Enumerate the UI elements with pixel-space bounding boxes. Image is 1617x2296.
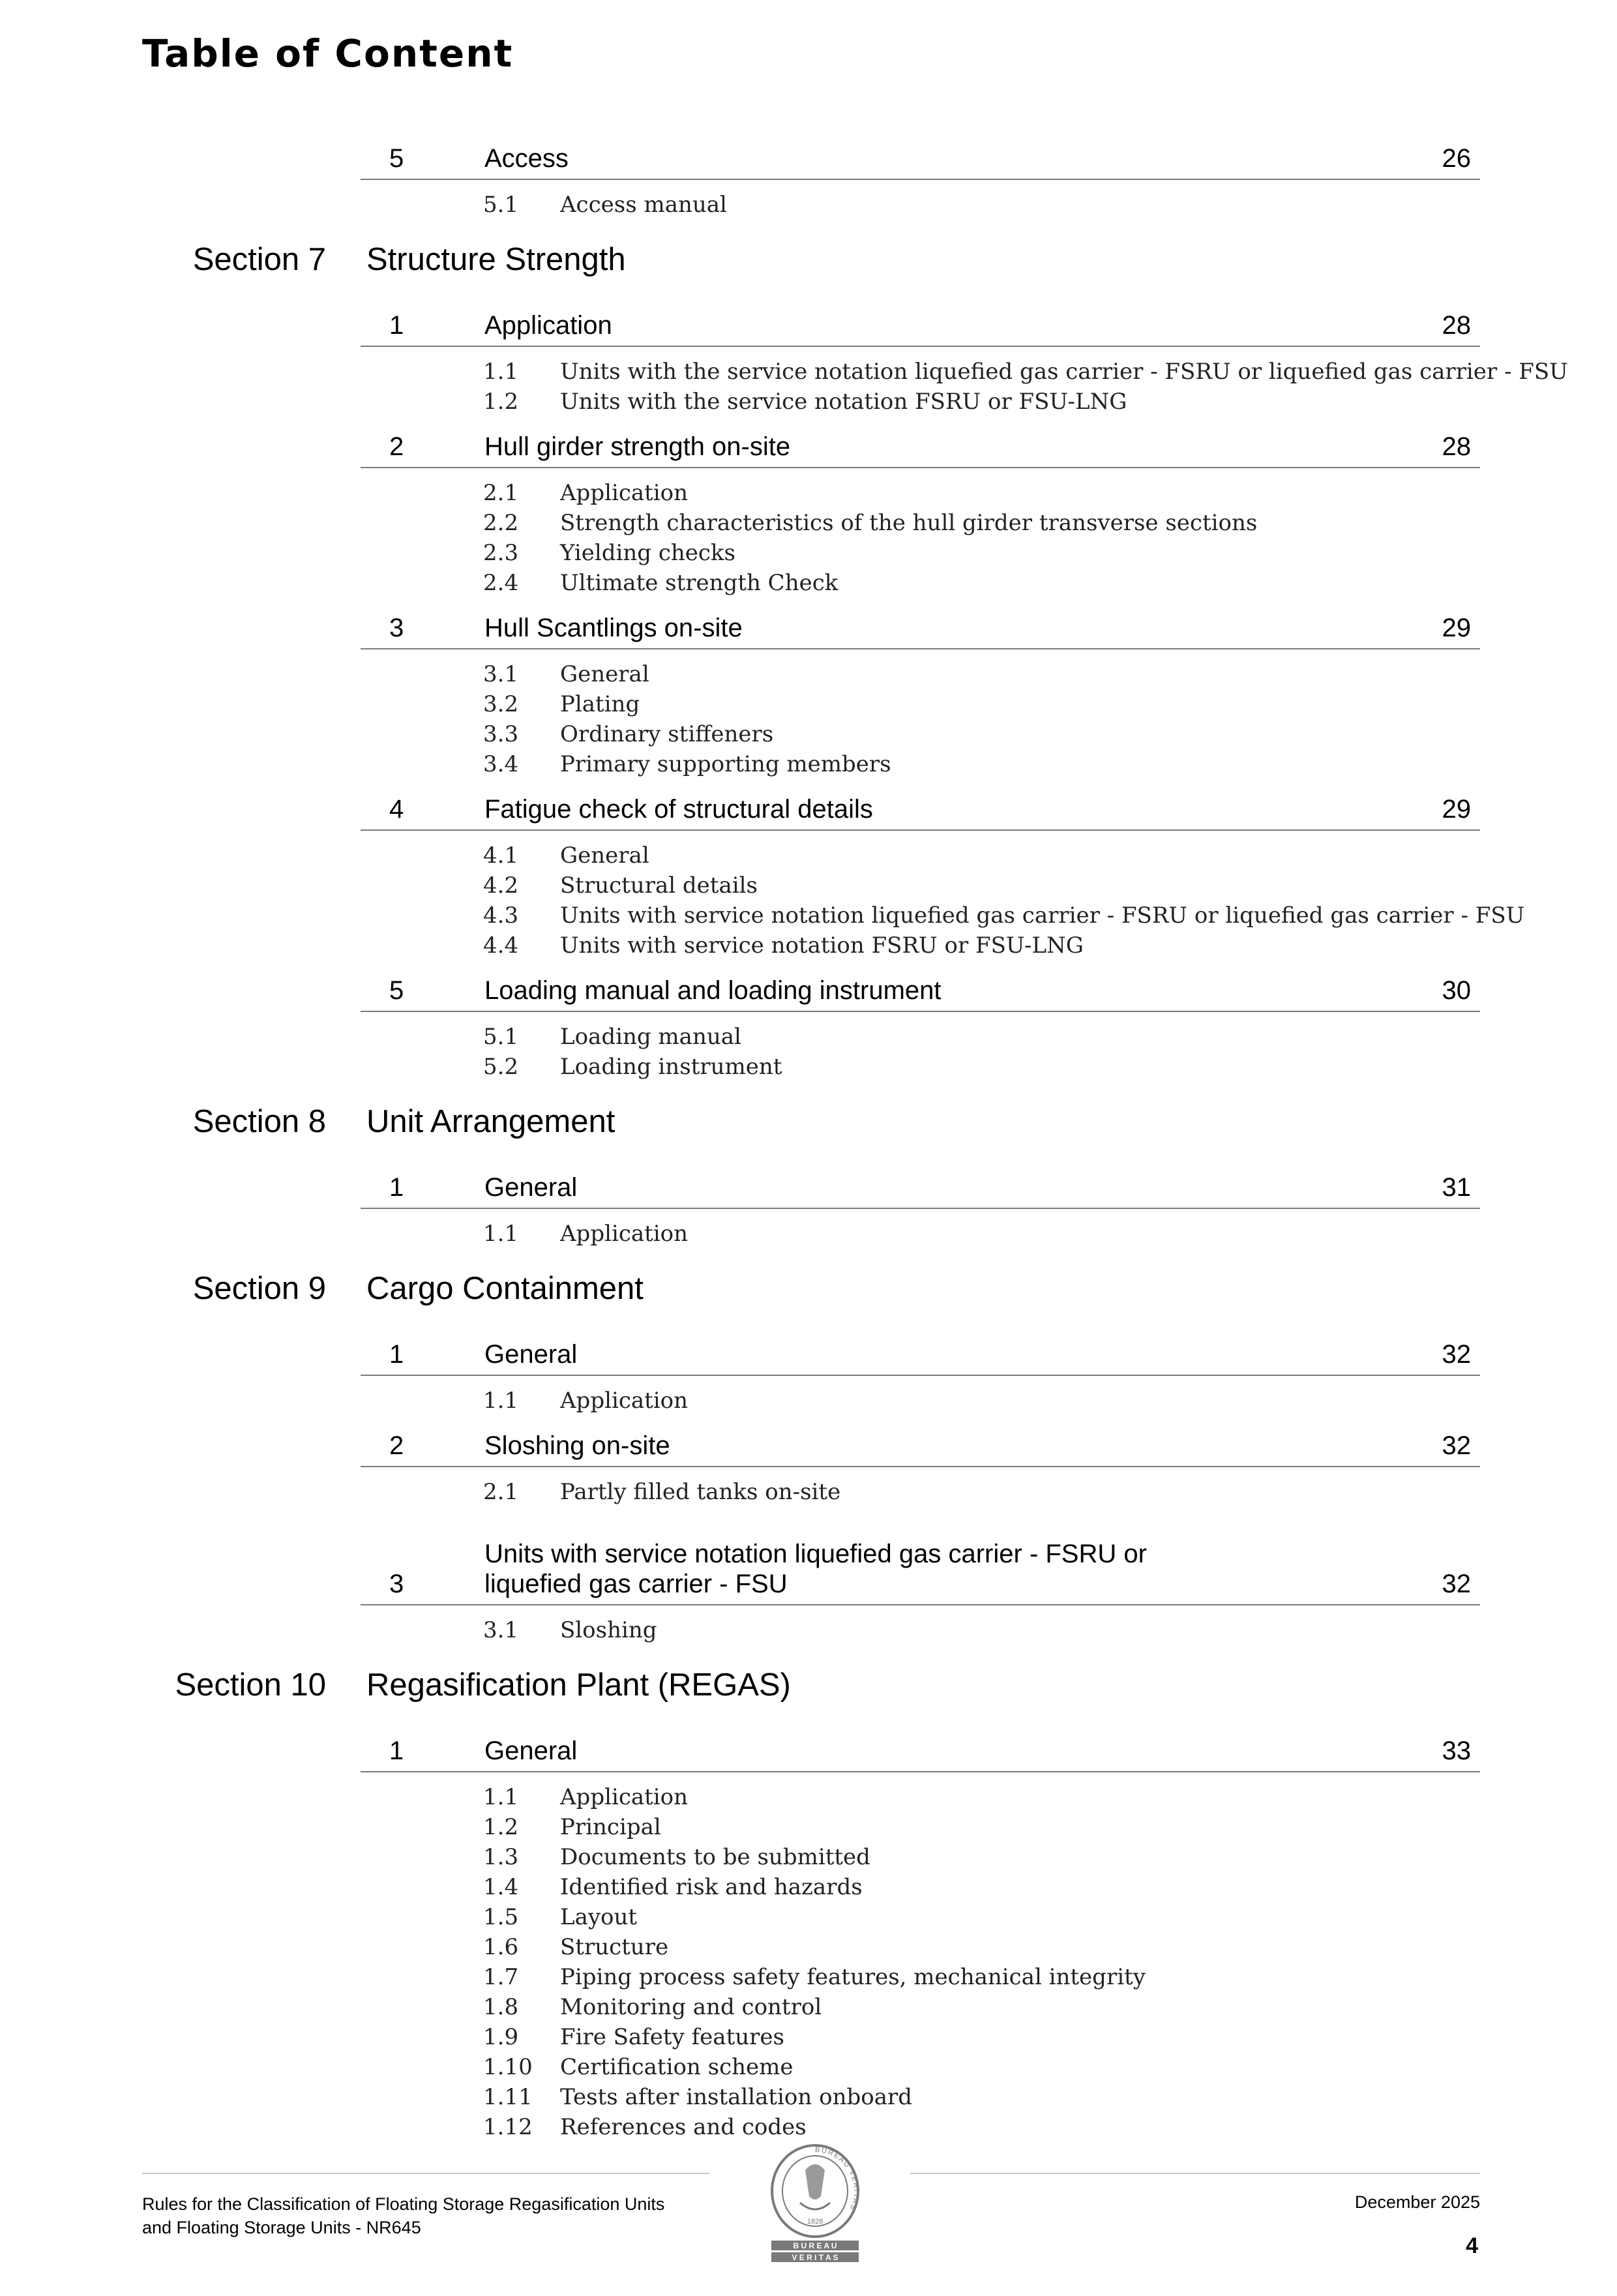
section-label: Section 7: [192, 242, 326, 277]
logo-word-2: V E R I T A S: [792, 2253, 838, 2262]
subarticle-title: Documents to be submitted: [560, 1844, 870, 1870]
subarticle-list: [0, 1376, 1617, 1424]
subarticle-number: 5.2: [483, 1054, 519, 1080]
article-title-line-1: Hull Scantlings on-site: [484, 614, 743, 642]
subarticle-title: Ultimate strength Check: [560, 570, 838, 596]
article-title-line-1: General: [484, 1173, 578, 1202]
subarticle-number: 1.2: [483, 389, 519, 415]
subarticle-list: [0, 1209, 1617, 1257]
subarticle-item: [0, 480, 1617, 510]
subarticle-item: [0, 1784, 1617, 1814]
article-title: [484, 976, 942, 1006]
article-title-line-2: liquefied gas carrier - FSU: [484, 1570, 788, 1598]
subarticle-title: Access manual: [560, 192, 727, 218]
subarticle-title: Ordinary stiffeners: [560, 721, 774, 747]
subarticle-number: 3.2: [483, 691, 519, 717]
section-label: Section 8: [192, 1104, 326, 1139]
subarticle-title: Monitoring and control: [560, 1994, 822, 2020]
subarticle-number: 4.1: [483, 842, 519, 869]
subarticle-item: [0, 2114, 1617, 2144]
subarticle-title: Plating: [560, 691, 640, 717]
section-label: Section 10: [175, 1667, 326, 1703]
section-heading: [0, 228, 1617, 304]
page-number: 4: [1466, 2233, 1478, 2258]
subarticle-item: [0, 842, 1617, 872]
subarticle-item: [0, 1844, 1617, 1874]
subarticle-title: Partly filled tanks on-site: [560, 1479, 841, 1505]
article-page-number: 28: [1442, 432, 1471, 461]
subarticle-title: Loading instrument: [560, 1054, 782, 1080]
subarticle-number: 2.1: [483, 480, 519, 506]
footer-date: December 2025: [1354, 2192, 1480, 2212]
subarticle-title: Units with the service notation FSRU or FSU-LNG: [560, 389, 1127, 415]
subarticle-number: 5.1: [483, 192, 519, 218]
article-page-number: 33: [1442, 1737, 1471, 1765]
toc-article-row: [361, 1166, 1480, 1209]
subarticle-title: Application: [560, 1221, 689, 1247]
article-title: [484, 310, 612, 340]
section-heading: [0, 1090, 1617, 1166]
article-title-line-1: Access: [484, 144, 569, 173]
subarticle-number: 1.4: [483, 1874, 519, 1900]
article-title: [484, 1431, 670, 1461]
article-title-line-1: Units with service notation liquefied gas carrier - FSRU or: [484, 1540, 1147, 1568]
subarticle-item: [0, 751, 1617, 781]
subarticle-list: [0, 1772, 1617, 2151]
subarticle-number: 1.1: [483, 1221, 519, 1247]
subarticle-number: 1.8: [483, 1994, 519, 2020]
subarticle-item: [0, 1479, 1617, 1509]
article-number: 4: [389, 795, 404, 824]
article-title-line-1: General: [484, 1737, 578, 1765]
subarticle-item: [0, 1388, 1617, 1418]
article-number: 3: [389, 614, 404, 642]
article-page-number: 32: [1442, 1431, 1471, 1460]
section-label: Section 9: [192, 1271, 326, 1306]
subarticle-item: [0, 540, 1617, 570]
toc-article-row: [361, 1424, 1480, 1467]
subarticle-item: [0, 510, 1617, 540]
toc-article-row: [361, 137, 1480, 180]
article-number: 3: [389, 1570, 404, 1598]
subarticle-number: 2.3: [483, 540, 519, 566]
subarticle-number: 1.5: [483, 1904, 519, 1930]
subarticle-list: [0, 468, 1617, 606]
subarticle-title: Structural details: [560, 872, 758, 899]
article-title-line-1: Loading manual and loading instrument: [484, 976, 942, 1005]
subarticle-number: 1.1: [483, 359, 519, 385]
toc-article-row: [361, 304, 1480, 347]
subarticle-title: Units with service notation FSRU or FSU-LNG: [560, 932, 1084, 959]
article-page-number: 30: [1442, 976, 1471, 1005]
subarticle-title: Structure: [560, 1934, 669, 1960]
article-title-line-1: Application: [484, 311, 612, 340]
article-title-line-1: Hull girder strength on-site: [484, 432, 791, 461]
subarticle-number: 4.3: [483, 902, 519, 929]
subarticle-number: 1.1: [483, 1784, 519, 1810]
article-title-line-1: Fatigue check of structural details: [484, 795, 873, 824]
subarticle-list: [0, 1605, 1617, 1654]
subarticle-list: [0, 1467, 1617, 1515]
subarticle-list: [0, 649, 1617, 788]
subarticle-item: [0, 721, 1617, 751]
article-page-number: 29: [1442, 614, 1471, 642]
article-number: 1: [389, 311, 404, 340]
section-title: Structure Strength: [366, 242, 626, 277]
toc-article-row: [361, 606, 1480, 649]
subarticle-item: [0, 1994, 1617, 2024]
subarticle-title: General: [560, 661, 649, 687]
subarticle-title: Layout: [560, 1904, 638, 1930]
logo-year: 1828: [807, 2218, 823, 2226]
subarticle-number: 1.2: [483, 1814, 519, 1840]
footer-document-title: [142, 2192, 664, 2239]
article-number: 1: [389, 1340, 404, 1369]
toc-article-row: [361, 1333, 1480, 1376]
subarticle-item: [0, 192, 1617, 222]
footer-title-line-2: and Floating Storage Units - NR645: [142, 2218, 421, 2237]
subarticle-title: Piping process safety features, mechanical integrity: [560, 1964, 1146, 1990]
article-title: [484, 794, 873, 824]
subarticle-list: [0, 831, 1617, 969]
subarticle-item: [0, 1964, 1617, 1994]
subarticle-title: Sloshing: [560, 1617, 657, 1643]
subarticle-number: 5.1: [483, 1024, 519, 1050]
subarticle-number: 3.1: [483, 1617, 519, 1643]
subarticle-title: Application: [560, 1784, 689, 1810]
subarticle-item: [0, 691, 1617, 721]
article-title: [484, 1172, 577, 1202]
subarticle-item: [0, 2024, 1617, 2054]
subarticle-title: Strength characteristics of the hull girder transverse sections: [560, 510, 1258, 536]
table-of-contents: [0, 137, 1617, 2151]
subarticle-title: Units with service notation liquefied gas carrier - FSRU or liquefied gas carrier - FSU: [560, 902, 1525, 929]
subarticle-item: [0, 1054, 1617, 1084]
article-number: 2: [389, 432, 404, 461]
footer-title-line-1: Rules for the Classification of Floating Storage Regasification Units: [142, 2194, 665, 2214]
subarticle-item: [0, 1221, 1617, 1251]
subarticle-title: Tests after installation onboard: [560, 2084, 912, 2110]
subarticle-number: 3.3: [483, 721, 519, 747]
article-page-number: 29: [1442, 795, 1471, 824]
article-page-number: 31: [1442, 1173, 1471, 1202]
toc-article-row: [361, 788, 1480, 831]
subarticle-title: References and codes: [560, 2114, 807, 2140]
subarticle-title: Units with the service notation liquefied gas carrier - FSRU or liquefied gas carrier - FSU: [560, 359, 1568, 385]
subarticle-item: [0, 359, 1617, 389]
subarticle-number: 3.4: [483, 751, 519, 777]
logo-word-1: B U R E A U: [793, 2241, 837, 2250]
section-title: Unit Arrangement: [366, 1104, 616, 1139]
subarticle-item: [0, 2054, 1617, 2084]
subarticle-item: [0, 872, 1617, 902]
article-title: [484, 1736, 577, 1766]
subarticle-list: [0, 1012, 1617, 1090]
article-title-line-1: General: [484, 1340, 578, 1369]
subarticle-item: [0, 1934, 1617, 1964]
article-title: [484, 1539, 1147, 1599]
subarticle-number: 1.1: [483, 1388, 519, 1414]
section-heading: [0, 1257, 1617, 1333]
subarticle-title: Identified risk and hazards: [560, 1874, 863, 1900]
subarticle-title: Loading manual: [560, 1024, 741, 1050]
subarticle-title: Fire Safety features: [560, 2024, 784, 2050]
article-title: [484, 432, 790, 462]
subarticle-item: [0, 902, 1617, 932]
subarticle-item: [0, 1024, 1617, 1054]
logo-ring-textpath: BUREAU VERITAS: [814, 2145, 861, 2212]
section-title: Cargo Containment: [366, 1271, 644, 1306]
article-number: 5: [389, 144, 404, 173]
article-title: [484, 613, 743, 643]
subarticle-item: [0, 1874, 1617, 1904]
article-page-number: 28: [1442, 311, 1471, 340]
article-page-number: 32: [1442, 1570, 1471, 1598]
subarticle-title: Application: [560, 1388, 689, 1414]
subarticle-number: 1.12: [483, 2114, 533, 2140]
subarticle-item: [0, 389, 1617, 419]
subarticle-number: 2.1: [483, 1479, 519, 1505]
subarticle-title: Yielding checks: [560, 540, 735, 566]
subarticle-item: [0, 661, 1617, 691]
subarticle-title: Primary supporting members: [560, 751, 891, 777]
section-title: Regasification Plant (REGAS): [366, 1667, 791, 1703]
toc-article-row: [361, 1729, 1480, 1772]
article-number: 5: [389, 976, 404, 1005]
article-number: 2: [389, 1431, 404, 1460]
article-title-line-1: Sloshing on-site: [484, 1431, 670, 1460]
subarticle-list: [0, 180, 1617, 228]
subarticle-title: Principal: [560, 1814, 661, 1840]
article-title: [484, 1339, 577, 1369]
subarticle-number: 1.10: [483, 2054, 533, 2080]
subarticle-number: 1.9: [483, 2024, 519, 2050]
subarticle-number: 1.6: [483, 1934, 519, 1960]
subarticle-list: [0, 347, 1617, 425]
section-heading: [0, 1654, 1617, 1729]
subarticle-item: [0, 570, 1617, 600]
bureau-veritas-logo: [766, 2144, 864, 2263]
subarticle-title: Certification scheme: [560, 2054, 794, 2080]
subarticle-title: General: [560, 842, 649, 869]
subarticle-item: [0, 1904, 1617, 1934]
subarticle-number: 1.3: [483, 1844, 519, 1870]
subarticle-number: 1.7: [483, 1964, 519, 1990]
article-number: 1: [389, 1173, 404, 1202]
subarticle-item: [0, 1617, 1617, 1647]
subarticle-item: [0, 2084, 1617, 2114]
subarticle-number: 2.4: [483, 570, 519, 596]
toc-article-row: [361, 969, 1480, 1012]
page-title: Table of Content: [142, 31, 514, 76]
article-page-number: 32: [1442, 1340, 1471, 1369]
article-number: 1: [389, 1737, 404, 1765]
subarticle-number: 3.1: [483, 661, 519, 687]
footer-divider-left: [142, 2173, 709, 2174]
subarticle-number: 2.2: [483, 510, 519, 536]
article-title: [484, 143, 569, 173]
subarticle-item: [0, 1814, 1617, 1844]
subarticle-item: [0, 932, 1617, 962]
toc-article-row: [361, 1515, 1480, 1605]
subarticle-title: Application: [560, 480, 689, 506]
subarticle-number: 1.11: [483, 2084, 533, 2110]
subarticle-number: 4.2: [483, 872, 519, 899]
article-page-number: 26: [1442, 144, 1471, 173]
subarticle-number: 4.4: [483, 932, 519, 959]
footer-divider-right: [910, 2173, 1480, 2174]
toc-article-row: [361, 425, 1480, 468]
